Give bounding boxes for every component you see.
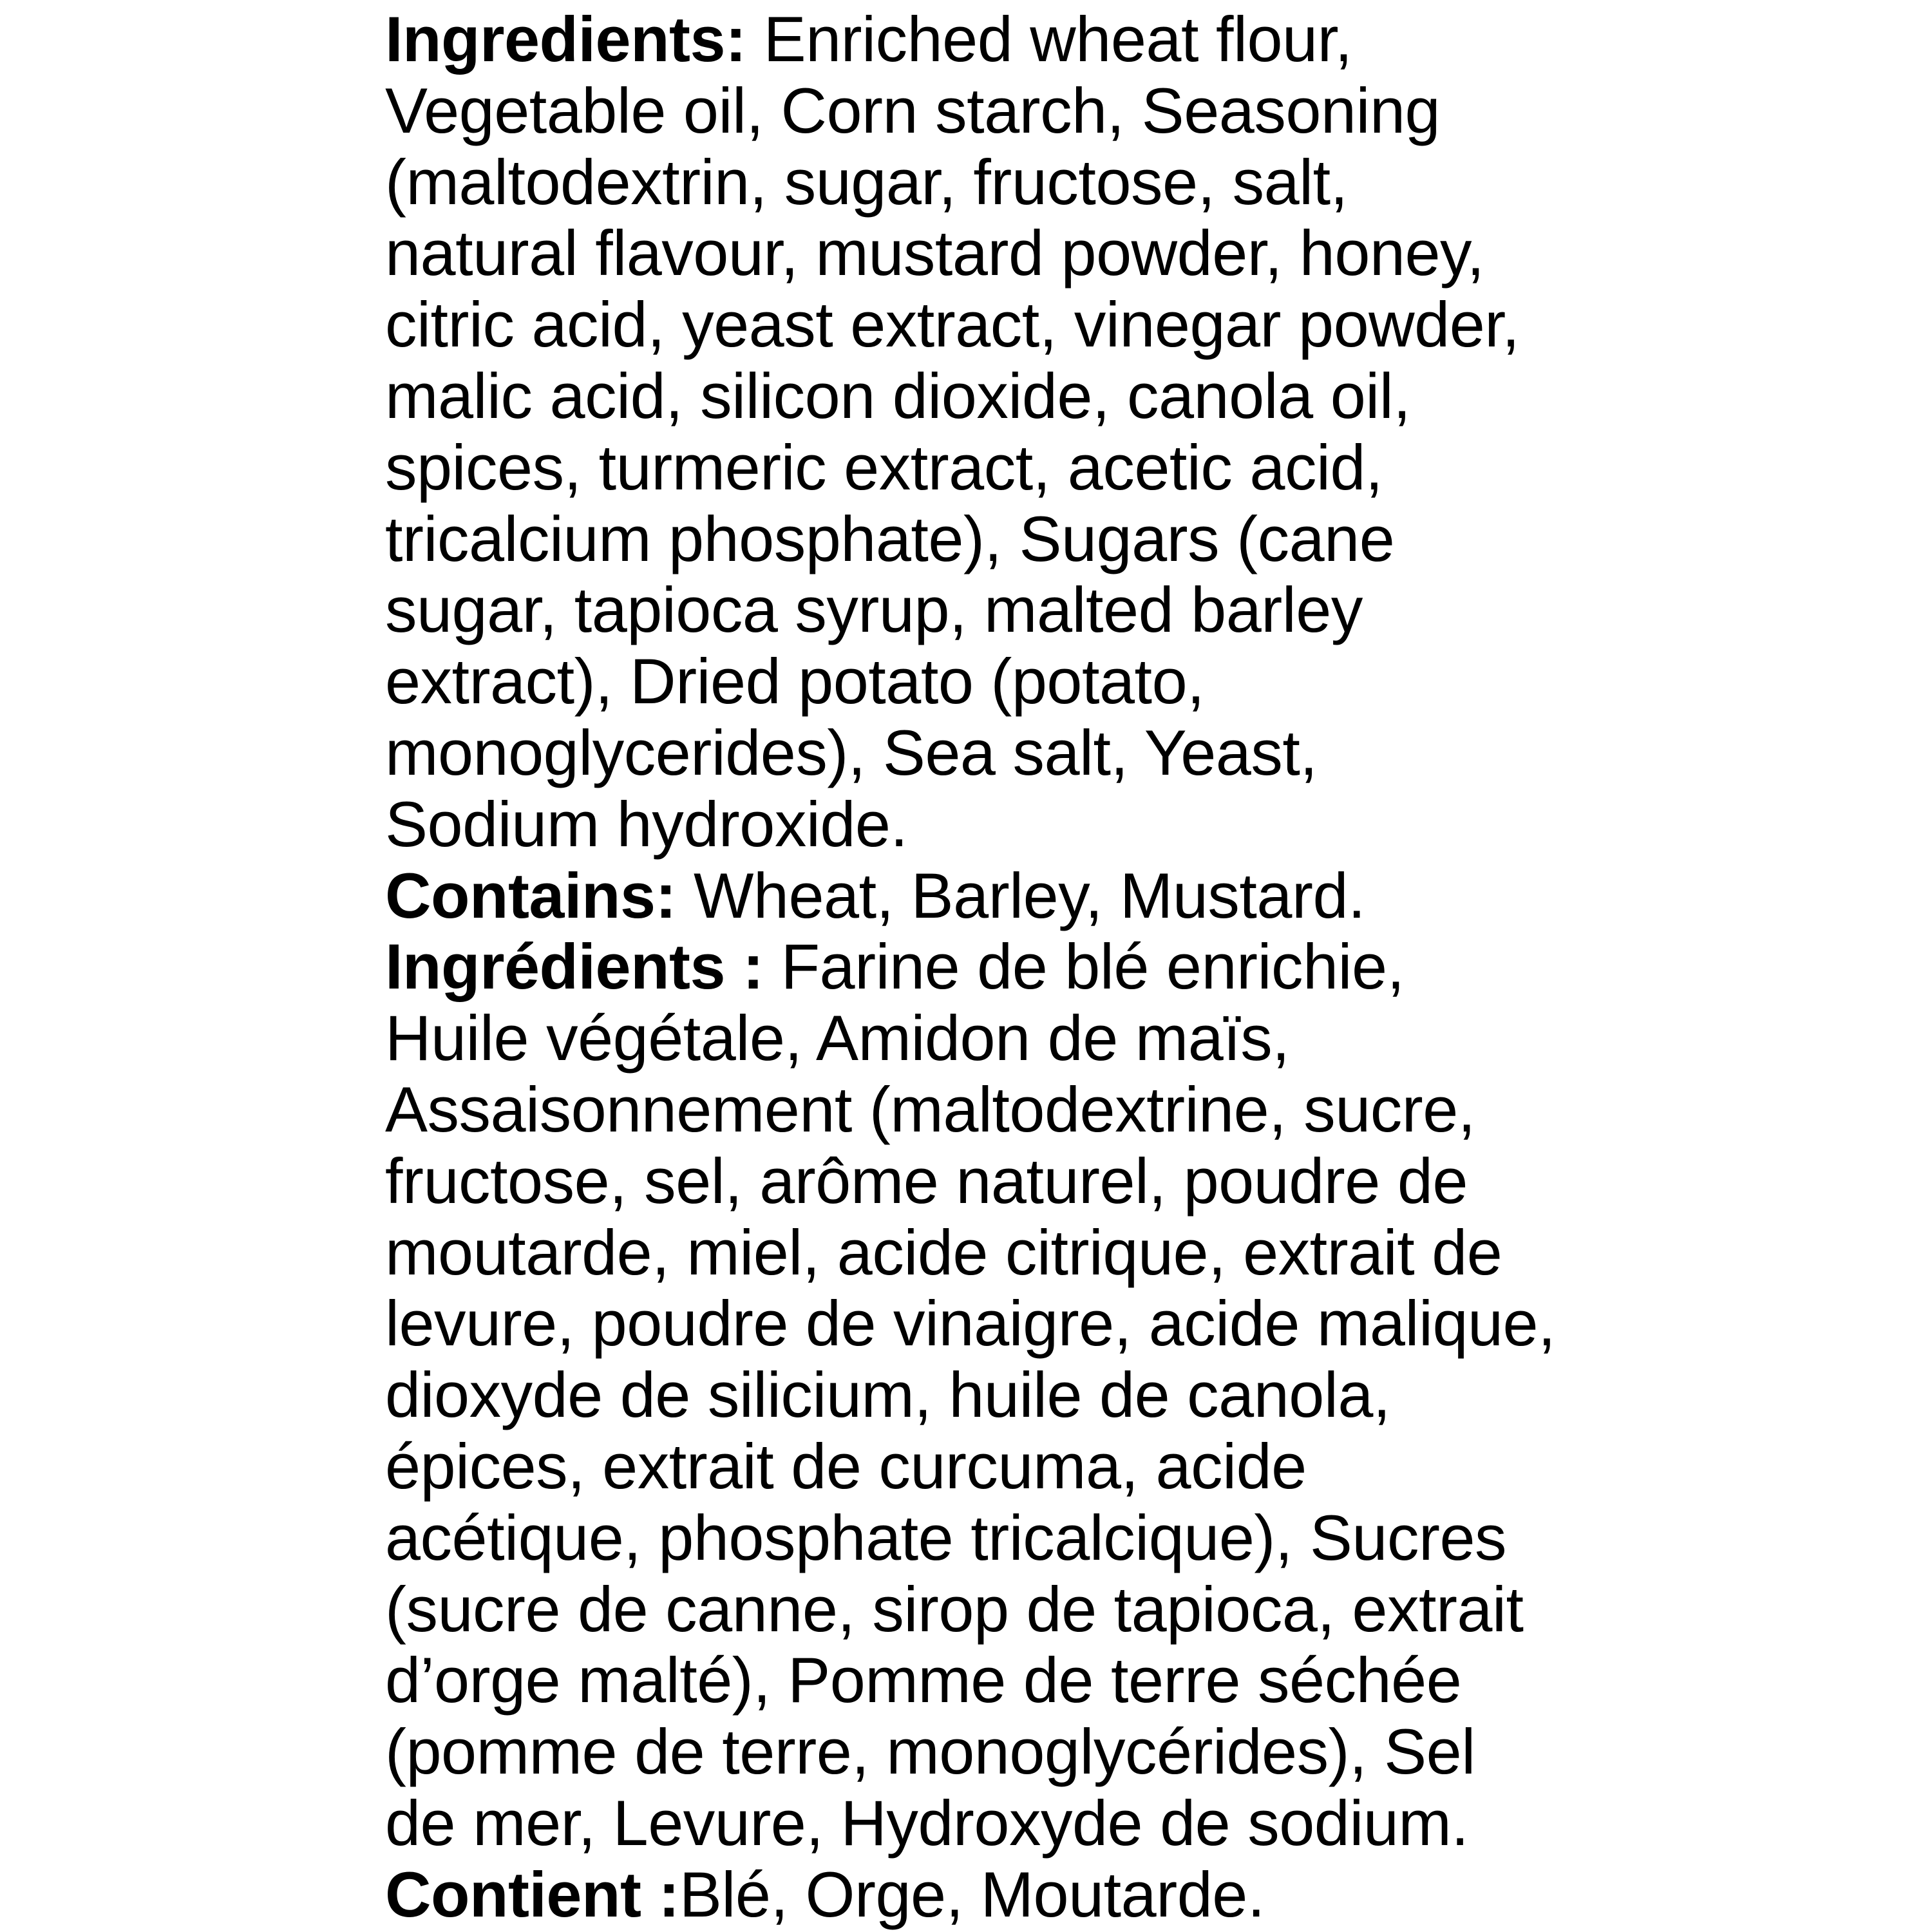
ingredients-line-4 <box>385 218 1622 289</box>
ingredients-line-20 <box>385 1359 1622 1431</box>
ingredients-line-22 <box>385 1502 1622 1574</box>
text-segment: (pomme de terre, monoglycérides), Sel <box>385 1716 1475 1788</box>
ingredients-line-15 <box>385 1003 1622 1074</box>
text-segment: épices, extrait de curcuma, acide <box>385 1430 1307 1502</box>
text-segment: Huile végétale, Amidon de maïs, <box>385 1002 1290 1074</box>
text-segment: natural flavour, mustard powder, honey, <box>385 217 1484 289</box>
text-segment: Farine de blé enrichie, <box>781 931 1405 1003</box>
ingredients-line-21 <box>385 1431 1622 1502</box>
text-segment: Wheat, Barley, Mustard. <box>693 859 1366 931</box>
ingredients-line-26 <box>385 1788 1622 1859</box>
text-segment: Sodium hydroxide. <box>385 788 908 860</box>
text-segment: de mer, Levure, Hydroxyde de sodium. <box>385 1786 1469 1859</box>
ingredients-line-19 <box>385 1288 1622 1359</box>
text-segment: levure, poudre de vinaigre, acide malique, <box>385 1287 1556 1359</box>
ingredients-line-2 <box>385 75 1622 147</box>
ingredients-line-13 <box>385 860 1622 932</box>
text-segment: spices, turmeric extract, acetic acid, <box>385 431 1383 503</box>
text-segment: moutarde, miel, acide citrique, extrait de <box>385 1216 1502 1288</box>
bold-label-segment: Contient : <box>385 1858 679 1930</box>
ingredients-line-11 <box>385 717 1622 789</box>
text-segment: Blé, Orge, Moutarde. <box>679 1858 1265 1930</box>
text-segment: acétique, phosphate tricalcique), Sucres <box>385 1501 1507 1573</box>
text-segment: monoglycerides), Sea salt, Yeast, <box>385 716 1318 788</box>
ingredients-line-1 <box>385 4 1622 75</box>
text-segment: malic acid, silicon dioxide, canola oil, <box>385 359 1411 431</box>
ingredients-line-17 <box>385 1146 1622 1217</box>
ingredients-line-23 <box>385 1574 1622 1645</box>
text-segment: fructose, sel, arôme naturel, poudre de <box>385 1144 1468 1217</box>
text-segment: Enriched wheat flour, <box>763 3 1352 75</box>
ingredients-line-5 <box>385 289 1622 361</box>
ingredients-line-10 <box>385 646 1622 717</box>
ingredients-line-27 <box>385 1859 1622 1931</box>
bold-label-segment: Ingredients: <box>385 3 764 75</box>
text-segment: extract), Dried potato (potato, <box>385 645 1205 717</box>
ingredients-line-24 <box>385 1645 1622 1716</box>
ingredients-line-18 <box>385 1217 1622 1289</box>
ingredients-line-7 <box>385 432 1622 504</box>
ingredients-line-3 <box>385 147 1622 218</box>
ingredients-line-16 <box>385 1074 1622 1146</box>
ingredients-line-9 <box>385 574 1622 646</box>
text-segment: (maltodextrin, sugar, fructose, salt, <box>385 146 1348 218</box>
ingredients-line-14 <box>385 931 1622 1003</box>
ingredients-label <box>385 4 1622 1931</box>
ingredients-line-25 <box>385 1716 1622 1788</box>
text-segment: sugar, tapioca syrup, malted barley <box>385 574 1363 646</box>
ingredients-line-12 <box>385 789 1622 860</box>
text-segment: Vegetable oil, Corn starch, Seasoning <box>385 74 1441 146</box>
text-segment: dioxyde de silicium, huile de canola, <box>385 1359 1390 1431</box>
text-segment: (sucre de canne, sirop de tapioca, extrait <box>385 1573 1524 1645</box>
ingredients-line-6 <box>385 361 1622 432</box>
text-segment: d’orge malté), Pomme de terre séchée <box>385 1644 1462 1716</box>
ingredients-line-8 <box>385 504 1622 575</box>
bold-label-segment: Contains: <box>385 859 694 931</box>
text-segment: tricalcium phosphate), Sugars (cane <box>385 502 1395 574</box>
bold-label-segment: Ingrédients : <box>385 931 781 1003</box>
text-segment: citric acid, yeast extract, vinegar powder, <box>385 289 1520 361</box>
text-segment: Assaisonnement (maltodextrine, sucre, <box>385 1073 1475 1145</box>
